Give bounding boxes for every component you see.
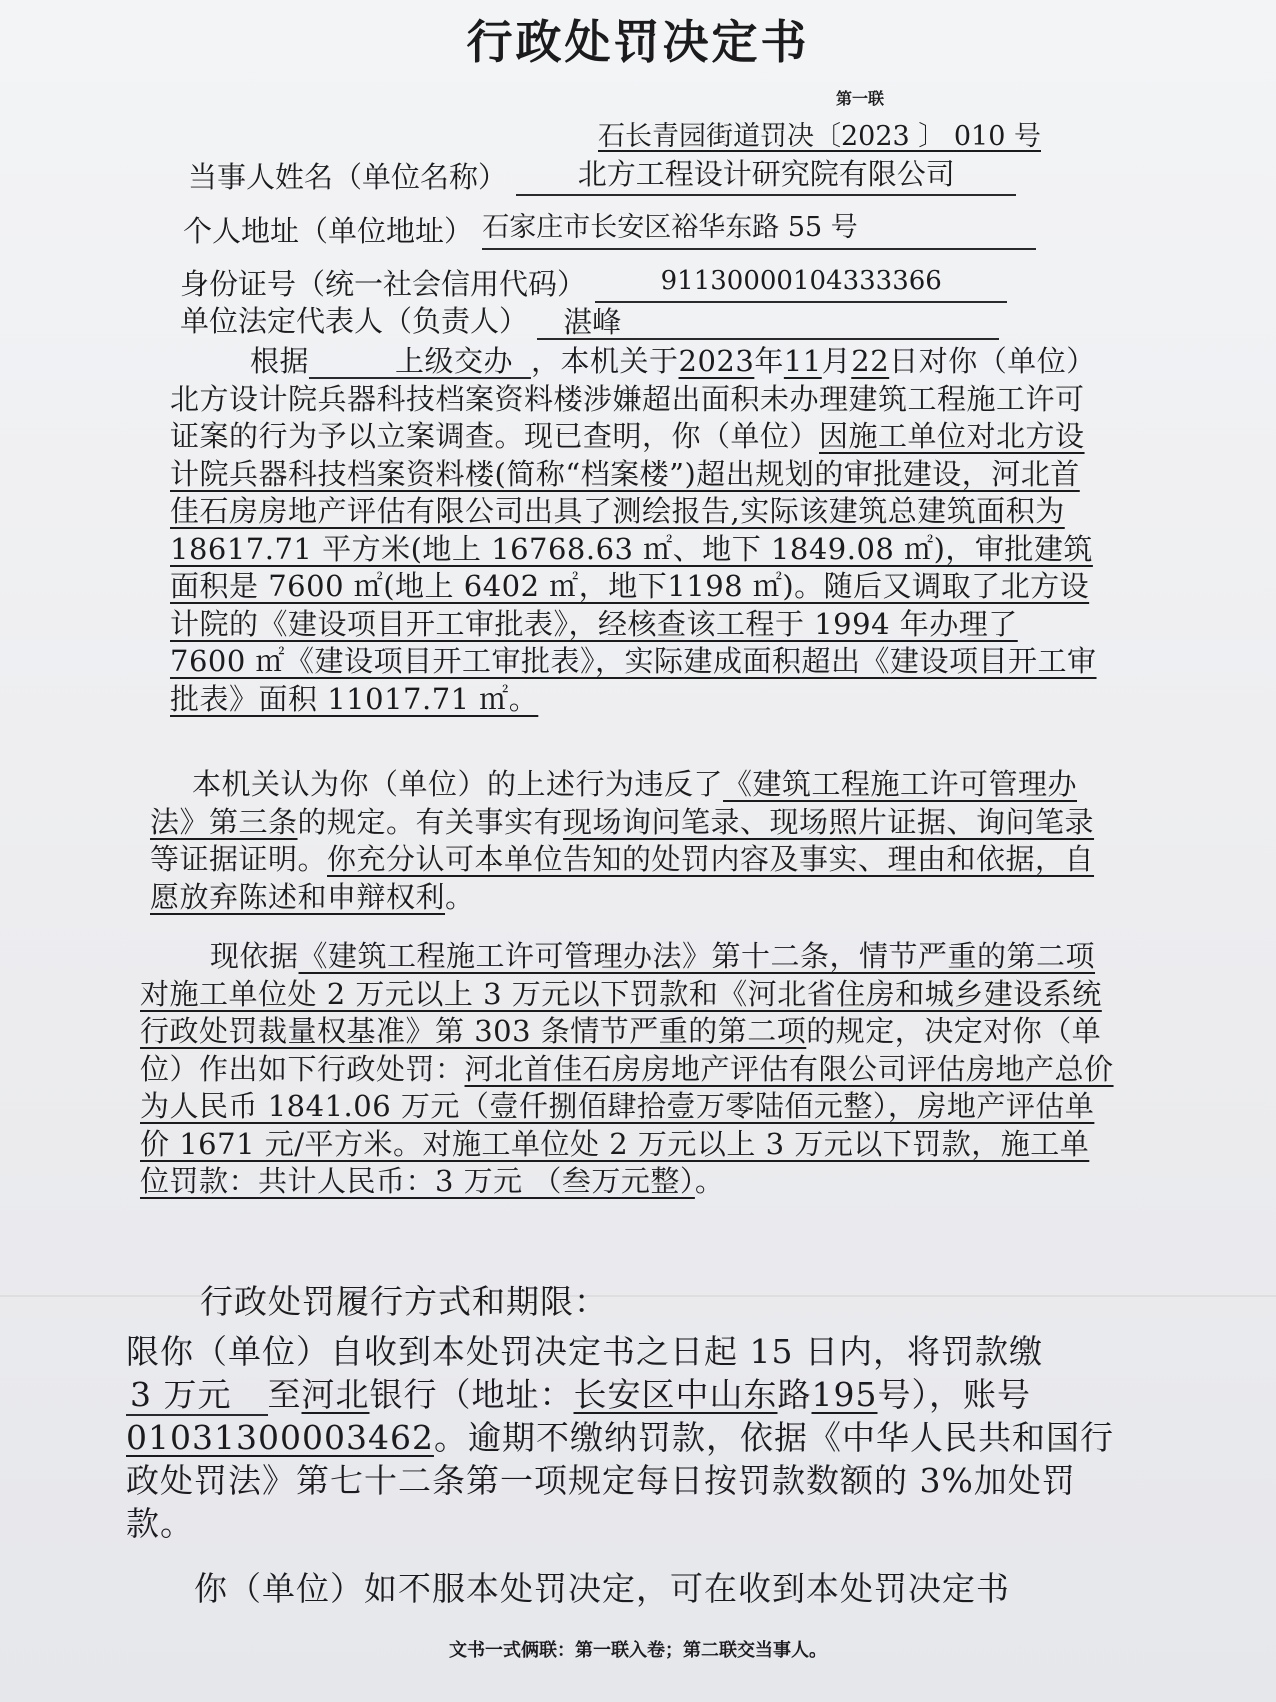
performance-paragraph	[126, 1330, 1116, 1545]
para3-text: 现依据	[210, 939, 299, 973]
bank-address: 长安区中山东	[573, 1375, 778, 1414]
para3-text: 。	[694, 1164, 725, 1198]
filing-year: 2023	[678, 344, 755, 378]
para1-text: ，本机关于	[531, 344, 679, 378]
party-name-row	[188, 155, 1016, 196]
para3-text: 的规定，决定对你（单位）作出如下行政处罚：	[140, 1014, 1102, 1086]
performance-text: 。逾期不缴纳罚款，依据《中华人民共和国行政处罚法》第七十二条第一项规定每日按罚款数额的 3%加处罚款。	[126, 1418, 1114, 1543]
performance-text: 路	[777, 1375, 812, 1414]
evidence-list: 现场询问笔录、现场照片证据、询问笔录	[563, 804, 1095, 839]
acknowledgement: 你充分认可本单位告知的处罚内容及事实、理由和依据，自愿放弃陈述和申辩权利	[150, 842, 1095, 914]
party-address-label: 个人地址（单位地址）	[183, 214, 474, 248]
facts-found: 因施工单位对北方设计院兵器科技档案资料楼(简称“档案楼”)超出规划的审批建设，河北首佳石房房地产评估有限公司出具了测绘报告,实际该建筑总建筑面积为 18617.71 平方米(地上 16768.63 ㎡、地下 1849.08 ㎡)，审批建筑面积是 7600 ㎡(地上 6402 ㎡，地下1198 ㎡)。随后又调取了北方设计院的《建设项目开工审批表》，经核查该工程于 1994 年办理了 7600 ㎡《建设项目开工审批表》，实际建成面积超出《建设项目开工审批表》面积 11017.71 ㎡。	[170, 419, 1097, 716]
party-address-value: 石家庄市长安区裕华东路 55 号	[482, 210, 1036, 250]
performance-text: 至	[267, 1375, 302, 1414]
filing-day: 22	[851, 344, 890, 378]
para1-text: 日对你（单位）北方设计院兵器科技档案资料楼涉嫌超出面积未办理建筑工程施工许可证案的行为予以立案调查。现已查明，你（单位）	[170, 344, 1096, 453]
penalty-paragraph	[140, 938, 1115, 1201]
party-id-row	[180, 262, 1007, 303]
copy-number: 第一联	[836, 89, 885, 108]
para2-text: 的规定。有关事实有	[297, 804, 564, 839]
bank-name: 河北	[301, 1375, 370, 1414]
performance-text: 号），账号	[877, 1375, 1031, 1414]
footer-note: 文书一式俩联：第一联入卷；第二联交当事人。	[449, 1640, 827, 1661]
document-title: 行政处罚决定书	[466, 15, 810, 69]
party-address-row	[183, 209, 1036, 250]
party-name-value: 北方工程设计研究院有限公司	[516, 156, 1016, 196]
para2-text: 等证据证明。	[150, 842, 328, 876]
party-rep-label: 单位法定代表人（负责人）	[180, 304, 529, 338]
performance-text: 银行（地址：	[369, 1375, 574, 1414]
para1-text: 月	[821, 344, 852, 378]
para1-text: 年	[754, 344, 784, 378]
investigation-paragraph	[170, 343, 1100, 718]
performance-text: 限你（单位）自收到本处罚决定书之日起 15 日内，将罚款缴	[126, 1332, 1043, 1371]
party-id-label: 身份证号（统一社会信用代码）	[180, 267, 587, 301]
document-number: 石长青园街道罚决〔2023 〕 010 号	[598, 121, 1041, 152]
violation-paragraph	[150, 766, 1100, 916]
filing-month: 11	[783, 344, 822, 378]
violated-law: 《建筑工程施工许可管理办法》第三条	[150, 767, 1078, 839]
legal-basis: 《建筑工程施工许可管理办法》第十二条，情节严重的第二项对施工单位处 2 万元以上 3 万元以下罚款和《河北省住房和城乡建设系统行政处罚裁量权基准》第 303 条情节严重的第二项	[140, 939, 1102, 1048]
party-rep-row	[180, 299, 999, 340]
performance-heading: 行政处罚履行方式和期限：	[200, 1282, 608, 1321]
account-number: 01031300003462	[126, 1418, 434, 1457]
fine-amount: 3 万元	[126, 1376, 268, 1416]
para2-text: 本机关认为你（单位）的上述行为违反了	[192, 767, 724, 801]
bank-street-number: 195	[811, 1375, 878, 1414]
party-name-label: 当事人姓名（单位名称）	[188, 160, 508, 194]
penalty-details: 河北首佳石房房地产评估有限公司评估房地产总价为人民币 1841.06 万元（壹仟捌佰肆拾壹万零陆佰元整），房地产评估单价 1671 元/平方米。对施工单位处 2 万元以上 3 万元以下罚款，施工单位罚款：共计人民币：3 万元 （叁万元整）	[140, 1051, 1114, 1198]
para2-text: 。	[445, 879, 475, 914]
appeal-paragraph: 你（单位）如不服本处罚决定，可在收到本处罚决定书	[194, 1569, 1010, 1608]
case-source: 上级交办	[309, 345, 531, 379]
party-rep-value: 湛峰	[537, 304, 999, 340]
para1-text: 根据	[250, 344, 310, 378]
party-id-value: 91130000104333366	[595, 263, 1007, 303]
